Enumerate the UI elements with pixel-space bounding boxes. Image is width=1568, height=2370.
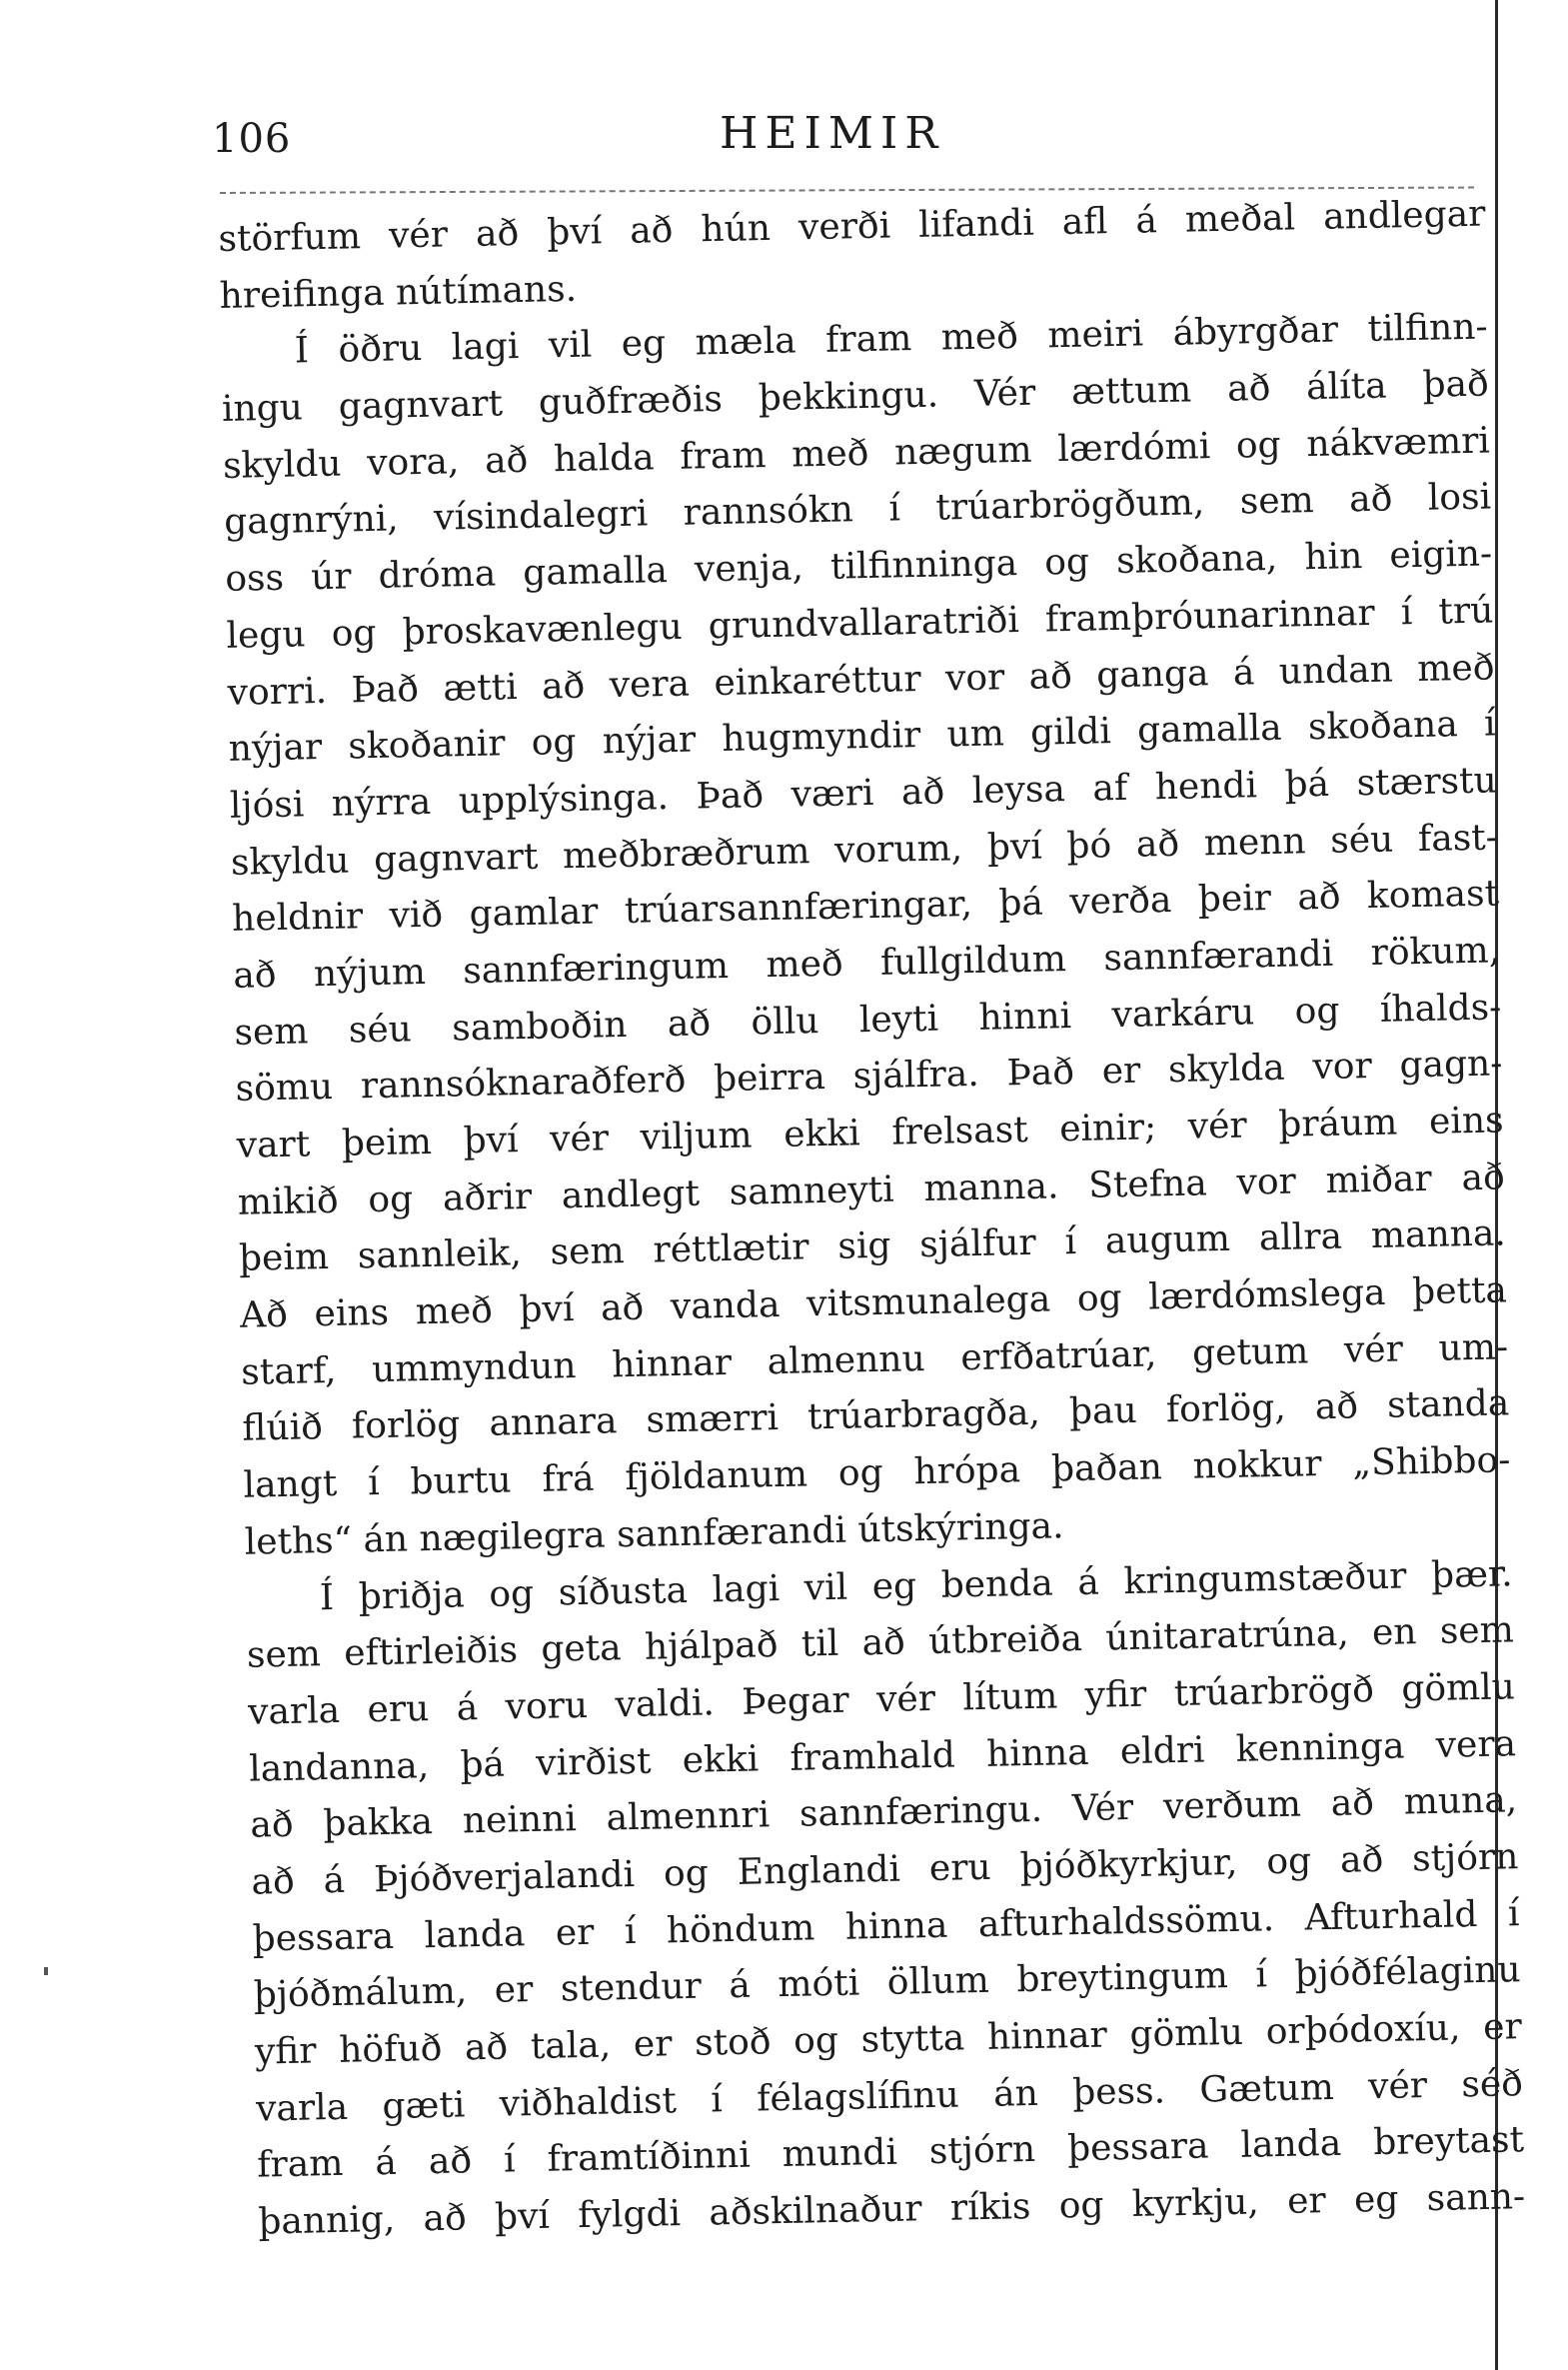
text-line: ljósi nýrra upplýsinga. Það væri að leysa af hendi þá stærstu	[229, 760, 1498, 827]
text-line: vorri. Það ætti að vera einkaréttur vor að ganga á undan með	[227, 646, 1495, 714]
text-line: Í öðru lagi vil eg mæla fram með meiri ábyrgðar tilfinn-	[294, 306, 1488, 372]
text-line: Í þriðja og síðusta lagi vil eg benda á kringumstæður þær.	[319, 1552, 1514, 1618]
text-line: þeim sannleik, sem réttlætir sig sjálfur í augum allra manna.	[238, 1212, 1507, 1280]
text-line: varla eru á voru valdi. Þegar vér lítum yfir trúarbrögð gömlu	[247, 1666, 1516, 1733]
text-line: flúið forlög annara smærri trúarbragða, þau forlög, að standa	[242, 1382, 1510, 1450]
text-line: yfir höfuð að tala, er stoð og stytta hinnar gömlu orþódoxíu, er	[254, 2006, 1523, 2073]
scan-speck	[44, 1967, 48, 1975]
text-line: legu og þroskavænlegu grundvallaratriði framþróunarinnar í trú	[226, 590, 1494, 657]
running-head	[212, 108, 1471, 168]
text-line: að þakka neinni almennri sannfæringu. Vér verðum að muna,	[249, 1779, 1518, 1846]
text-line: starf, ummyndun hinnar almennu erfðatrúar, getum vér um-	[240, 1326, 1509, 1393]
text-line: sem séu samboðin að öllu leyti hinni varkáru og íhalds-	[234, 987, 1502, 1054]
text-line: langt í burtu frá fjöldanum og hrópa þaðan nokkur „Shibbo-	[243, 1439, 1511, 1506]
text-line: sem eftirleiðis geta hjálpað til að útbreiða únitaratrúna, en sem	[246, 1609, 1515, 1676]
text-line: oss úr dróma gamalla venja, tilfinninga og skoðana, hin eigin-	[224, 533, 1493, 601]
text-line: þessara landa er í höndum hinna afturhaldssömu. Afturhald í	[252, 1892, 1520, 1960]
text-line: skyldu gagnvart meðbræðrum vorum, því þó að menn séu fast-	[230, 816, 1499, 884]
text-line: ingu gagnvart guðfræðis þekkingu. Vér ættum að álíta það	[221, 363, 1490, 431]
text-line: að nýjum sannfæringum með fullgildum sannfærandi rökum,	[232, 930, 1501, 997]
text-line: að á Þjóðverjalandi og Englandi eru þjóðkyrkjur, og að stjórn	[251, 1836, 1519, 1903]
text-line: þannig, að því fylgdi aðskilnaður ríkis og kyrkju, er eg sann-	[257, 2176, 1526, 2243]
text-line: vart þeim því vér viljum ekki frelsast einir; vér þráum eins	[236, 1100, 1504, 1167]
text-line: hreifinga nútímans.	[219, 268, 578, 317]
text-line: nýjar skoðanir og nýjar hugmyndir um gildi gamalla skoðana í	[228, 703, 1496, 771]
text-line: Að eins með því að vanda vitsmunalega og lærdómslega þetta	[239, 1269, 1508, 1336]
text-line: gagnrýni, vísindalegri rannsókn í trúarbrögðum, sem að losi	[223, 476, 1492, 544]
text-line: fram á að í framtíðinni mundi stjórn þessara landa breytast	[256, 2119, 1525, 2186]
text-line: leths“ án nægilegra sannfærandi útskýringa.	[244, 1505, 1064, 1563]
text-line: heldnir við gamlar trúarsannfæringar, þá verða þeir að komast	[231, 873, 1500, 941]
text-line: varla gæti viðhaldist í félagslífinu án þess. Gætum vér séð	[255, 2062, 1524, 2130]
text-line: sömu rannsóknaraðferð þeirra sjálfra. Það er skylda vor gagn-	[235, 1043, 1503, 1111]
running-title: HEIMIR	[720, 108, 945, 159]
text-line: skyldu vora, að halda fram með nægum lærdómi og nákvæmri	[222, 420, 1491, 487]
page-number: 106	[212, 116, 292, 162]
text-line: þjóðmálum, er stendur á móti öllum breytingum í þjóðfélaginu	[253, 1949, 1521, 2016]
text-line: landanna, þá virðist ekki framhald hinna eldri kenninga vera	[248, 1722, 1517, 1790]
text-line: mikið og aðrir andlegt samneyti manna. Stefna vor miðar að	[237, 1157, 1506, 1223]
body-text	[218, 187, 1526, 2252]
text-line: störfum vér að því að hún verði lifandi afl á meðal andlegar	[218, 193, 1486, 260]
